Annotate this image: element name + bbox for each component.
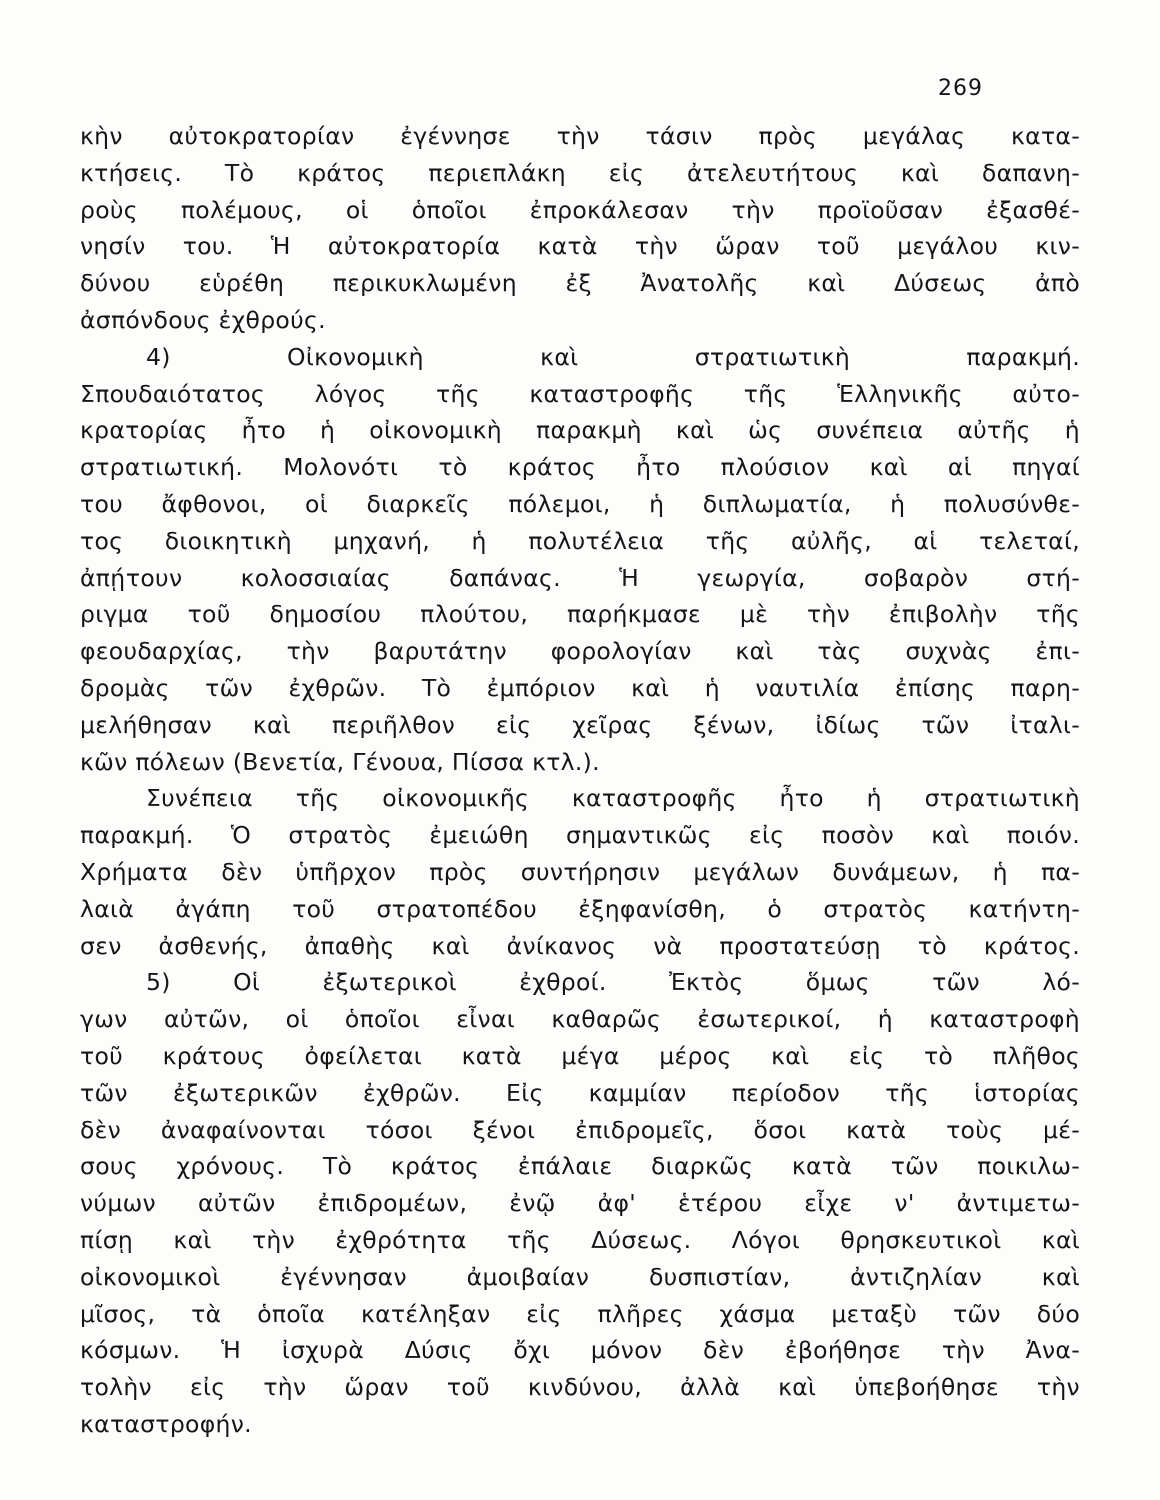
page-number: 269 — [938, 76, 983, 101]
text-line: κόσμων. Ἡ ἰσχυρὰ Δύσις ὄχι μόνον δὲν ἐβοήθησε τὴν Ἀνα- — [80, 1336, 1080, 1365]
text-line: κρατορίας ἦτο ἡ οἰκονομικὴ παρακμὴ καὶ ὡς συνέπεια αὐτῆς ἡ — [80, 416, 1080, 445]
text-line: νησίν του. Ἡ αὐτοκρατορία κατὰ τὴν ὥραν τοῦ μεγάλου κιν- — [80, 232, 1080, 261]
text-line: νύμων αὐτῶν ἐπιδρομέων, ἐνῷ ἀφ' ἑτέρου εἶχε ν' ἀντιμετω- — [80, 1189, 1080, 1218]
text-line: παρακμή. Ὁ στρατὸς ἐμειώθη σημαντικῶς εἰς ποσὸν καὶ ποιόν. — [80, 821, 1080, 850]
text-line: τοῦ κράτους ὀφείλεται κατὰ μέγα μέρος καὶ εἰς τὸ πλῆθος — [80, 1041, 1080, 1070]
text-line: φεουδαρχίας, τὴν βαρυτάτην φορολογίαν καὶ τὰς συχνὰς ἐπι- — [80, 637, 1080, 666]
text-line: κῶν πόλεων (Βενετία, Γένουα, Πίσσα κτλ.). — [80, 747, 600, 776]
text-line: λαιὰ ἀγάπη τοῦ στρατοπέδου ἐξηφανίσθη, ὁ στρατὸς κατήντη- — [80, 894, 1080, 923]
text-line: κτήσεις. Τὸ κράτος περιεπλάκη εἰς ἀτελευτήτους καὶ δαπανη- — [80, 158, 1080, 187]
text-line: γων αὐτῶν, οἱ ὁποῖοι εἶναι καθαρῶς ἐσωτερικοί, ἡ καταστροφὴ — [80, 1005, 1080, 1034]
text-line: σους χρόνους. Τὸ κράτος ἐπάλαιε διαρκῶς κατὰ τῶν ποικιλω- — [80, 1152, 1080, 1181]
text-line: ἀπῄτουν κολοσσιαίας δαπάνας. Ἡ γεωργία, σοβαρὸν στή- — [80, 563, 1080, 592]
text-line: τῶν ἐξωτερικῶν ἐχθρῶν. Εἰς καμμίαν περίοδον τῆς ἱστορίας — [80, 1078, 1080, 1107]
text-line: τος διοικητικὴ μηχανή, ἡ πολυτέλεια τῆς αὐλῆς, αἱ τελεταί, — [80, 526, 1080, 555]
text-line: σεν ἀσθενής, ἀπαθὴς καὶ ἀνίκανος νὰ προστατεύσῃ τὸ κράτος. — [80, 931, 1080, 960]
text-line: οἰκονομικοὶ ἐγέννησαν ἀμοιβαίαν δυσπιστίαν, ἀντιζηλίαν καὶ — [80, 1262, 1080, 1291]
text-line: δὲν ἀναφαίνονται τόσοι ξένοι ἐπιδρομεῖς, ὅσοι κατὰ τοὺς μέ- — [80, 1115, 1080, 1144]
text-line: ριγμα τοῦ δημοσίου πλούτου, παρήκμασε μὲ τὴν ἐπιβολὴν τῆς — [80, 600, 1080, 629]
text-line: μελήθησαν καὶ περιῆλθον εἰς χεῖρας ξένων, ἰδίως τῶν ἰταλι- — [80, 710, 1080, 739]
text-line: δύνου εὑρέθη περικυκλωμένη ἐξ Ἀνατολῆς καὶ Δύσεως ἀπὸ — [80, 269, 1080, 298]
text-line: του ἄφθονοι, οἱ διαρκεῖς πόλεμοι, ἡ διπλωματία, ἡ πολυσύνθε- — [80, 489, 1080, 518]
text-line: τολὴν εἰς τὴν ὥραν τοῦ κινδύνου, ἀλλὰ καὶ ὑπεβοήθησε τὴν — [80, 1373, 1080, 1402]
text-line: κὴν αὐτοκρατορίαν ἐγέννησε τὴν τάσιν πρὸς μεγάλας κατα- — [80, 122, 1080, 150]
section-heading-economic: 4) Οἰκονομικὴ καὶ στρατιωτικὴ παρακμή. — [146, 342, 1080, 371]
section-heading-external: 5) Οἱ ἐξωτερικοὶ ἐχθροί. Ἐκτὸς ὅμως τῶν λό- — [146, 968, 1080, 997]
text-line: ἀσπόνδους ἐχθρούς. — [80, 305, 326, 334]
body-text — [80, 118, 1080, 1443]
text-line: μῖσος, τὰ ὁποῖα κατέληξαν εἰς πλῆρες χάσμα μεταξὺ τῶν δύο — [80, 1299, 1080, 1328]
text-line: πίσῃ καὶ τὴν ἐχθρότητα τῆς Δύσεως. Λόγοι θρησκευτικοὶ καὶ — [80, 1225, 1080, 1254]
text-line: Σπουδαιότατος λόγος τῆς καταστροφῆς τῆς Ἑλληνικῆς αὐτο- — [80, 379, 1080, 408]
text-line: δρομὰς τῶν ἐχθρῶν. Τὸ ἐμπόριον καὶ ἡ ναυτιλία ἐπίσης παρη- — [80, 673, 1080, 702]
text-line: καταστροφήν. — [80, 1409, 252, 1438]
text-line: ροὺς πολέμους, οἱ ὁποῖοι ἐπροκάλεσαν τὴν προϊοῦσαν ἐξασθέ- — [80, 195, 1080, 224]
text-line: στρατιωτική. Μολονότι τὸ κράτος ἦτο πλούσιον καὶ αἱ πηγαί — [80, 453, 1080, 482]
text-line: Συνέπεια τῆς οἰκονομικῆς καταστροφῆς ἦτο ἡ στρατιωτικὴ — [146, 784, 1080, 813]
text-line: Χρήματα δὲν ὑπῆρχον πρὸς συντήρησιν μεγάλων δυνάμεων, ἡ πα- — [80, 857, 1080, 886]
